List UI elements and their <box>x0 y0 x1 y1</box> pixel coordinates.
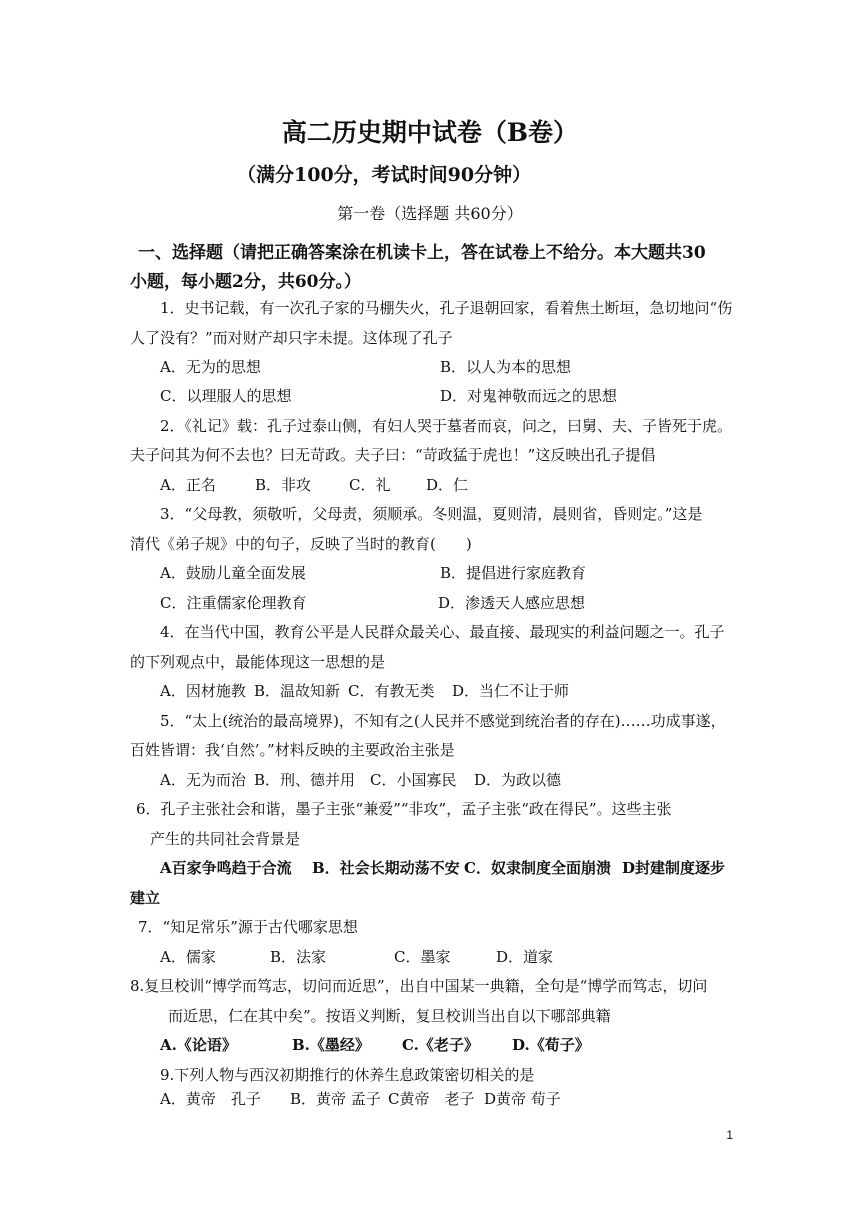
question-5-stem-2: 百姓皆谓：我‘自然’。”材料反映的主要政治主张是 <box>130 741 455 759</box>
question-6-option-d: D封建制度逐步 <box>622 859 726 877</box>
question-3-stem-1: 3．“父母教，须敬听，父母责，须顺承。冬则温，夏则清，晨则省，昏则定。”这是 <box>160 505 703 523</box>
question-4-stem-2: 的下列观点中，最能体现这一思想的是 <box>130 653 386 671</box>
question-1-option-c: C．以理服人的思想 <box>160 387 292 405</box>
question-6-option-d-cont: 建立 <box>130 889 161 907</box>
question-3-option-d: D．渗透天人感应思想 <box>438 594 586 612</box>
question-8-stem-2: 而近思，仁在其中矣”。按语义判断，复旦校训当出自以下哪部典籍 <box>168 1007 611 1025</box>
exam-subtitle: （满分100分，考试时间90分钟） <box>237 164 532 186</box>
question-2-stem-2: 夫子问其为何不去也？曰无苛政。夫子曰：“苛政猛于虎也！”这反映出孔子提倡 <box>130 446 656 464</box>
question-9-option-a: A．黄帝 孔子 <box>160 1090 261 1108</box>
question-6-stem-2: 产生的共同社会背景是 <box>150 830 301 848</box>
question-2-stem-1: 2．《礼记》载：孔子过泰山侧，有妇人哭于墓者而哀，问之，曰舅、夫、子皆死于虎。 <box>160 417 733 435</box>
question-3-stem-2: 清代《弟子规》中的句子，反映了当时的教育( ) <box>130 535 472 553</box>
section-title: 第一卷（选择题 共60分） <box>337 204 523 223</box>
question-1-option-d: D．对鬼神敬而远之的思想 <box>440 387 618 405</box>
page-number: 1 <box>726 1128 733 1142</box>
question-4-option-b: B．温故知新 <box>254 682 341 700</box>
question-1-stem-2: 人了没有？”而对财产却只字未提。这体现了孔子 <box>130 329 453 347</box>
question-6-option-b: B．社会长期动荡不安 <box>312 859 460 877</box>
question-9-stem-1: 9.下列人物与西汉初期推行的休养生息政策密切相关的是 <box>160 1066 535 1084</box>
question-9-option-b: B．黄帝 孟子 <box>290 1090 381 1108</box>
question-6-option-a: A百家争鸣趋于合流 <box>160 859 292 877</box>
question-5-option-b: B．刑、德并用 <box>254 771 356 789</box>
question-6-option-c: C．奴隶制度全面崩溃 <box>464 859 611 877</box>
question-2-option-b: B．非攻 <box>255 476 312 494</box>
question-4-option-c: C．有教无类 <box>348 682 435 700</box>
question-7-option-b: B．法家 <box>270 948 327 966</box>
question-5-option-a: A．无为而治 <box>160 771 246 789</box>
question-5-option-d: D．为政以德 <box>474 771 562 789</box>
question-9-option-d: D黄帝 荀子 <box>484 1090 561 1108</box>
question-7-option-c: C．墨家 <box>394 948 451 966</box>
question-8-option-d: D.《荀子》 <box>512 1036 590 1054</box>
question-3-option-b: B．提倡进行家庭教育 <box>440 564 587 582</box>
question-3-option-a: A．鼓励儿童全面发展 <box>160 564 306 582</box>
question-2-option-c: C．礼 <box>349 476 391 494</box>
question-8-option-c: C.《老子》 <box>402 1036 479 1054</box>
question-8-stem-1: 8.复旦校训“博学而笃志，切问而近思”，出自中国某一典籍，全句是“博学而笃志，切问 <box>130 977 708 995</box>
question-7-stem-1: 7．“知足常乐”源于古代哪家思想 <box>138 918 358 936</box>
question-2-option-d: D．仁 <box>426 476 469 494</box>
instruction-line-1: 一、选择题（请把正确答案涂在机读卡上，答在试卷上不给分。本大题共30 <box>138 243 706 263</box>
question-3-option-c: C．注重儒家伦理教育 <box>160 594 307 612</box>
question-7-option-d: D．道家 <box>496 948 554 966</box>
question-4-option-a: A．因材施教 <box>160 682 246 700</box>
question-2-option-a: A．正名 <box>160 476 216 494</box>
question-1-stem-1: 1．史书记载，有一次孔子家的马棚失火，孔子退朝回家，看着焦土断垣，急切地问“伤 <box>160 299 733 317</box>
question-5-stem-1: 5．“太上(统治的最高境界)，不知有之(人民并不感觉到统治者的存在)……功成事遂， <box>160 712 726 730</box>
question-6-stem-1: 6．孔子主张社会和谐，墨子主张“兼爱”“非攻”，孟子主张“政在得民”。这些主张 <box>136 800 672 818</box>
question-5-option-c: C．小国寡民 <box>370 771 457 789</box>
question-1-option-b: B．以人为本的思想 <box>440 358 572 376</box>
question-4-stem-1: 4．在当代中国，教育公平是人民群众最关心、最直接、最现实的利益问题之一。孔子 <box>160 623 725 641</box>
exam-title: 高二历史期中试卷（B卷） <box>281 118 579 147</box>
question-8-option-a: A.《论语》 <box>160 1036 237 1054</box>
question-4-option-d: D．当仁不让于师 <box>452 682 570 700</box>
question-9-option-c: C黄帝 老子 <box>388 1090 475 1108</box>
question-8-option-b: B.《墨经》 <box>292 1036 370 1054</box>
question-1-option-a: A．无为的思想 <box>160 358 261 376</box>
instruction-line-2: 小题，每小题2分，共60分。） <box>130 272 361 292</box>
question-7-option-a: A．儒家 <box>160 948 216 966</box>
